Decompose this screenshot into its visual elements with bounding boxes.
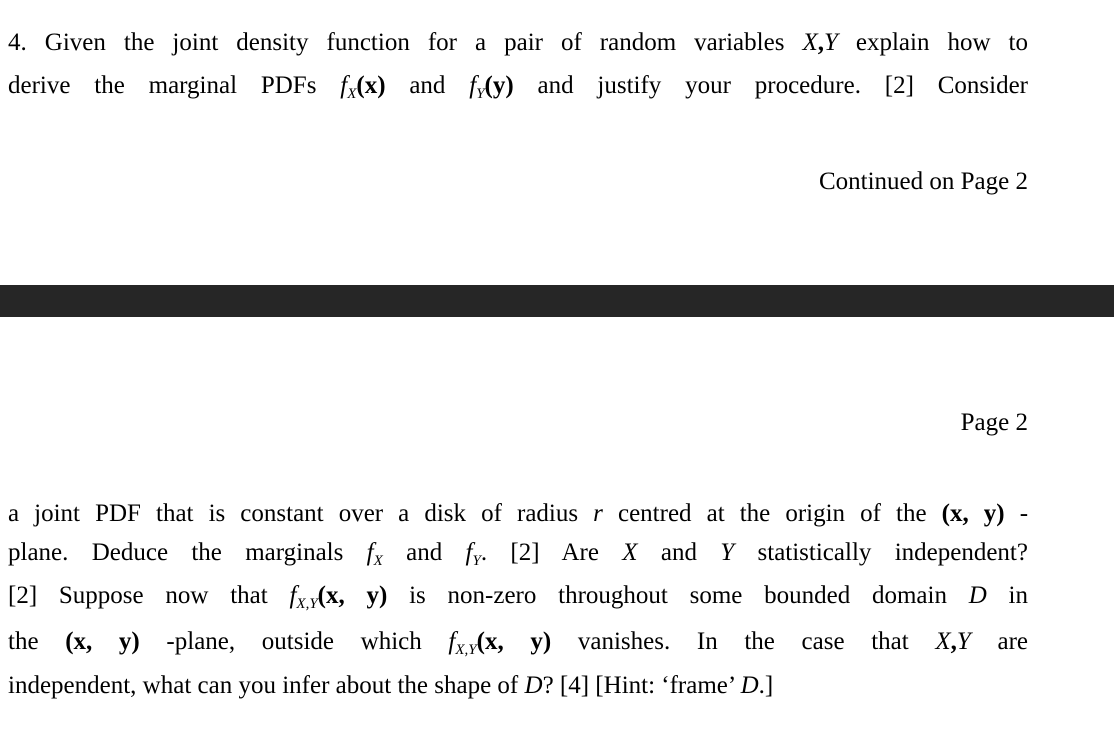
text-run: is non-zero throughout some bounded domain (387, 582, 969, 609)
math-subscript: X,Y (455, 642, 477, 658)
text-run: - (1004, 500, 1029, 527)
question-line-7 (8, 669, 1028, 703)
math-f: f (469, 72, 477, 99)
text-run: independent, what can you infer about the shape of (8, 672, 525, 699)
text-run: and justify your procedure. [2] Consider (513, 72, 1028, 99)
math-f: f (340, 72, 348, 99)
text-run: [2] Suppose now that (8, 582, 290, 609)
text-run: . [2] Are (480, 539, 623, 566)
page-header: Page 2 (960, 409, 1028, 436)
math-arg: (x, y) (317, 582, 388, 609)
math-var-x: X (802, 29, 818, 56)
question-line-4 (8, 536, 1028, 570)
text-run: a joint PDF that is constant over a disk of radius (8, 500, 594, 527)
math-var-d: D (968, 582, 987, 609)
page-break-band (0, 285, 1114, 317)
text-run: and (382, 539, 466, 566)
math-subscript: Y (476, 86, 485, 102)
math-subscript: X,Y (296, 596, 318, 612)
question-line-1 (8, 26, 1028, 60)
math-f: f (289, 582, 297, 609)
text-run: and (637, 539, 721, 566)
math-var-d: D (524, 672, 543, 699)
text-run: in (986, 582, 1028, 609)
math-comma: , (950, 628, 957, 655)
text-run: -plane, outside which (139, 628, 449, 655)
text-run: statistically independent? (734, 539, 1028, 566)
text-run: centred at the origin of the (602, 500, 942, 527)
math-f: f (465, 539, 473, 566)
text-run: vanishes. In the case that (551, 628, 936, 655)
math-var-r: r (593, 500, 603, 527)
math-var-x: X (935, 628, 951, 655)
text-run: the (8, 628, 66, 655)
continued-note: Continued on Page 2 (818, 168, 1028, 195)
math-var-x: X (622, 539, 638, 566)
text-run: .] (758, 672, 774, 699)
question-line-3 (8, 497, 1028, 531)
question-line-6 (8, 625, 1028, 659)
text-run: derive the marginal PDFs (8, 72, 341, 99)
math-var-y: Y (956, 628, 971, 655)
math-comma: , (817, 29, 824, 56)
math-arg: (x) (356, 72, 386, 99)
math-var-y: Y (720, 539, 735, 566)
math-arg: (x, y) (941, 500, 1005, 527)
math-subscript: X (347, 86, 357, 102)
text-run: are (970, 628, 1028, 655)
text-run: explain how to (837, 29, 1028, 56)
question-line-5 (8, 579, 1028, 613)
question-line-2 (8, 69, 1028, 103)
text-run: plane. Deduce the marginals (8, 539, 367, 566)
math-subscript: Y (472, 553, 481, 569)
math-var-d: D (740, 672, 759, 699)
text-run: 4. Given the joint density function for a pair of random variables (8, 29, 803, 56)
math-arg: (y) (484, 72, 514, 99)
text-run: ? [4] [Hint: ‘frame’ (542, 672, 741, 699)
math-var-y: Y (823, 29, 838, 56)
math-arg: (x, y) (65, 628, 140, 655)
math-f: f (448, 628, 456, 655)
math-arg: (x, y) (476, 628, 552, 655)
math-f: f (366, 539, 374, 566)
text-run: and (385, 72, 470, 99)
math-subscript: X (373, 553, 383, 569)
